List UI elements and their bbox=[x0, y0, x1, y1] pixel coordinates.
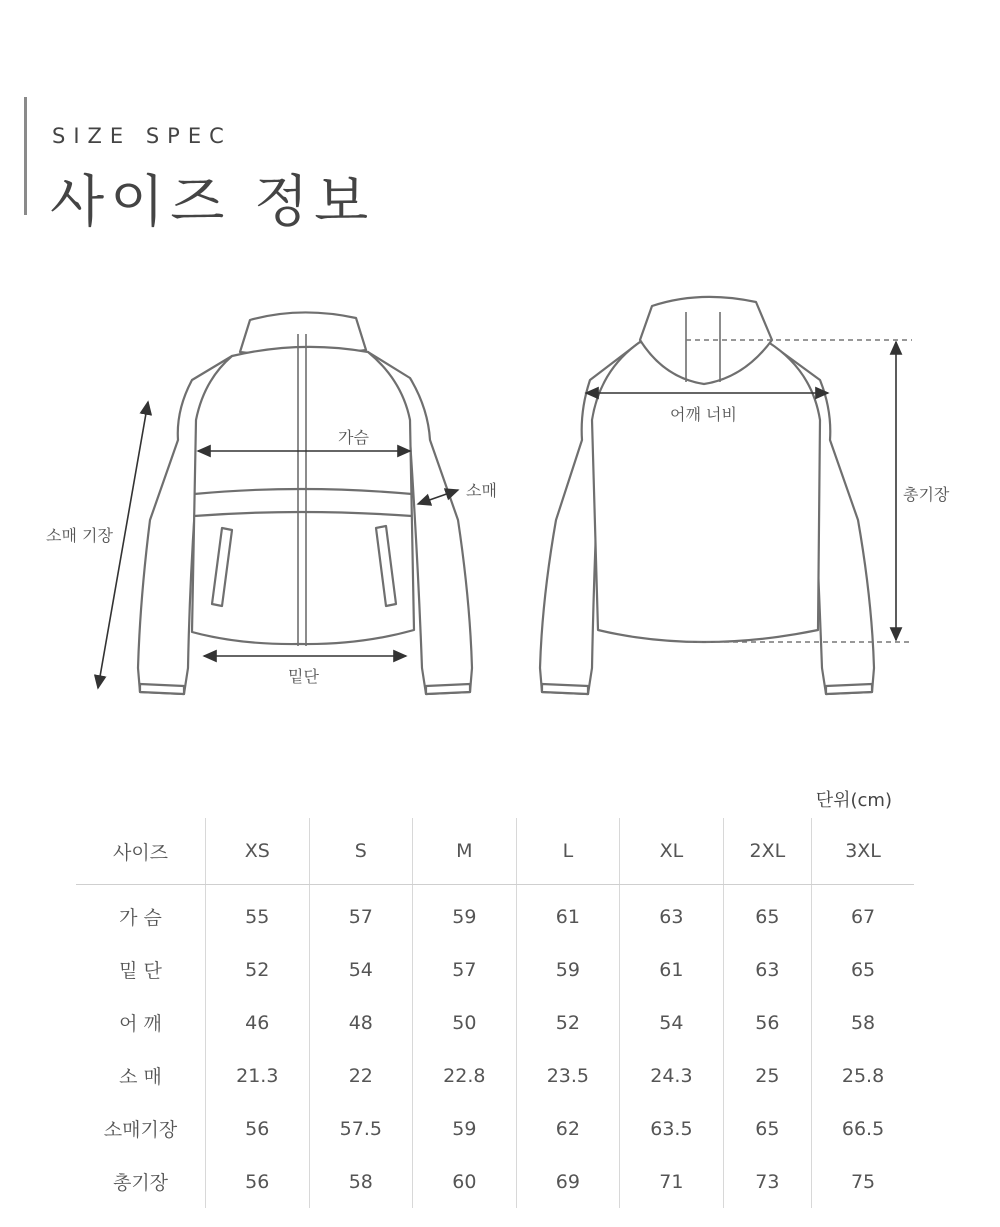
table-cell: 25.8 bbox=[812, 1049, 914, 1102]
table-cell: 24.3 bbox=[620, 1049, 724, 1102]
page-title: 사이즈 정보 bbox=[50, 170, 375, 235]
table-cell: 25 bbox=[723, 1049, 811, 1102]
column-header: 사이즈 bbox=[76, 818, 206, 885]
jacket-back-illustration bbox=[540, 297, 874, 694]
column-header: L bbox=[516, 818, 620, 885]
table-row bbox=[76, 943, 914, 996]
table-cell: 59 bbox=[413, 885, 517, 944]
table-cell: 46 bbox=[206, 996, 310, 1049]
row-label: 어 깨 bbox=[119, 1013, 162, 1035]
table-cell: 61 bbox=[620, 943, 724, 996]
table-cell: 52 bbox=[516, 996, 620, 1049]
table-cell: 60 bbox=[413, 1155, 517, 1208]
table-cell: 57 bbox=[413, 943, 517, 996]
table-cell: 61 bbox=[516, 885, 620, 944]
table-cell: 58 bbox=[309, 1155, 413, 1208]
table-cell: 65 bbox=[812, 943, 914, 996]
jacket-diagrams bbox=[0, 290, 1000, 720]
table-row bbox=[76, 1102, 914, 1155]
table-cell: 56 bbox=[723, 996, 811, 1049]
accent-bar bbox=[24, 97, 27, 215]
table-cell: 22.8 bbox=[413, 1049, 517, 1102]
table-cell: 50 bbox=[413, 996, 517, 1049]
table-cell: 23.5 bbox=[516, 1049, 620, 1102]
table-cell: 52 bbox=[206, 943, 310, 996]
table-cell: 59 bbox=[516, 943, 620, 996]
label-sleeve: 소매 bbox=[466, 481, 497, 500]
label-shoulder-width: 어깨 너비 bbox=[670, 405, 737, 424]
column-header: S bbox=[309, 818, 413, 885]
label-sleeve-length: 소매 기장 bbox=[46, 526, 113, 545]
table-cell: 63 bbox=[620, 885, 724, 944]
table-cell: 65 bbox=[723, 885, 811, 944]
label-chest: 가슴 bbox=[338, 428, 369, 447]
table-cell: 57.5 bbox=[309, 1102, 413, 1155]
table-cell: 22 bbox=[309, 1049, 413, 1102]
table-header-row bbox=[76, 818, 914, 885]
table-cell: 21.3 bbox=[206, 1049, 310, 1102]
table-row bbox=[76, 996, 914, 1049]
table-row bbox=[76, 885, 914, 944]
table-cell: 75 bbox=[812, 1155, 914, 1208]
table-cell: 67 bbox=[812, 885, 914, 944]
table-cell: 55 bbox=[206, 885, 310, 944]
table-cell: 48 bbox=[309, 996, 413, 1049]
row-label: 가 슴 bbox=[119, 907, 162, 929]
table-cell: 54 bbox=[620, 996, 724, 1049]
table-cell: 71 bbox=[620, 1155, 724, 1208]
label-total-length: 총기장 bbox=[903, 485, 950, 504]
table-cell: 58 bbox=[812, 996, 914, 1049]
table-cell: 69 bbox=[516, 1155, 620, 1208]
row-label: 소매기장 bbox=[103, 1119, 178, 1141]
section-eyebrow: SIZE SPEC bbox=[52, 124, 232, 148]
column-header: XS bbox=[206, 818, 310, 885]
table-row bbox=[76, 1155, 914, 1208]
table-cell: 63.5 bbox=[620, 1102, 724, 1155]
row-label: 밑 단 bbox=[119, 960, 162, 982]
table-cell: 54 bbox=[309, 943, 413, 996]
table-cell: 56 bbox=[206, 1102, 310, 1155]
column-header: M bbox=[413, 818, 517, 885]
table-row bbox=[76, 1049, 914, 1102]
table-cell: 57 bbox=[309, 885, 413, 944]
table-cell: 73 bbox=[723, 1155, 811, 1208]
table-cell: 63 bbox=[723, 943, 811, 996]
row-label: 총기장 bbox=[112, 1172, 169, 1194]
column-header: XL bbox=[620, 818, 724, 885]
table-cell: 62 bbox=[516, 1102, 620, 1155]
column-header: 3XL bbox=[812, 818, 914, 885]
table-cell: 59 bbox=[413, 1102, 517, 1155]
table-cell: 56 bbox=[206, 1155, 310, 1208]
label-hem: 밑단 bbox=[288, 667, 319, 686]
table-cell: 66.5 bbox=[812, 1102, 914, 1155]
size-spec-table bbox=[76, 818, 914, 1208]
table-cell: 65 bbox=[723, 1102, 811, 1155]
unit-label: 단위(cm) bbox=[815, 790, 892, 811]
column-header: 2XL bbox=[723, 818, 811, 885]
row-label: 소 매 bbox=[119, 1066, 162, 1088]
